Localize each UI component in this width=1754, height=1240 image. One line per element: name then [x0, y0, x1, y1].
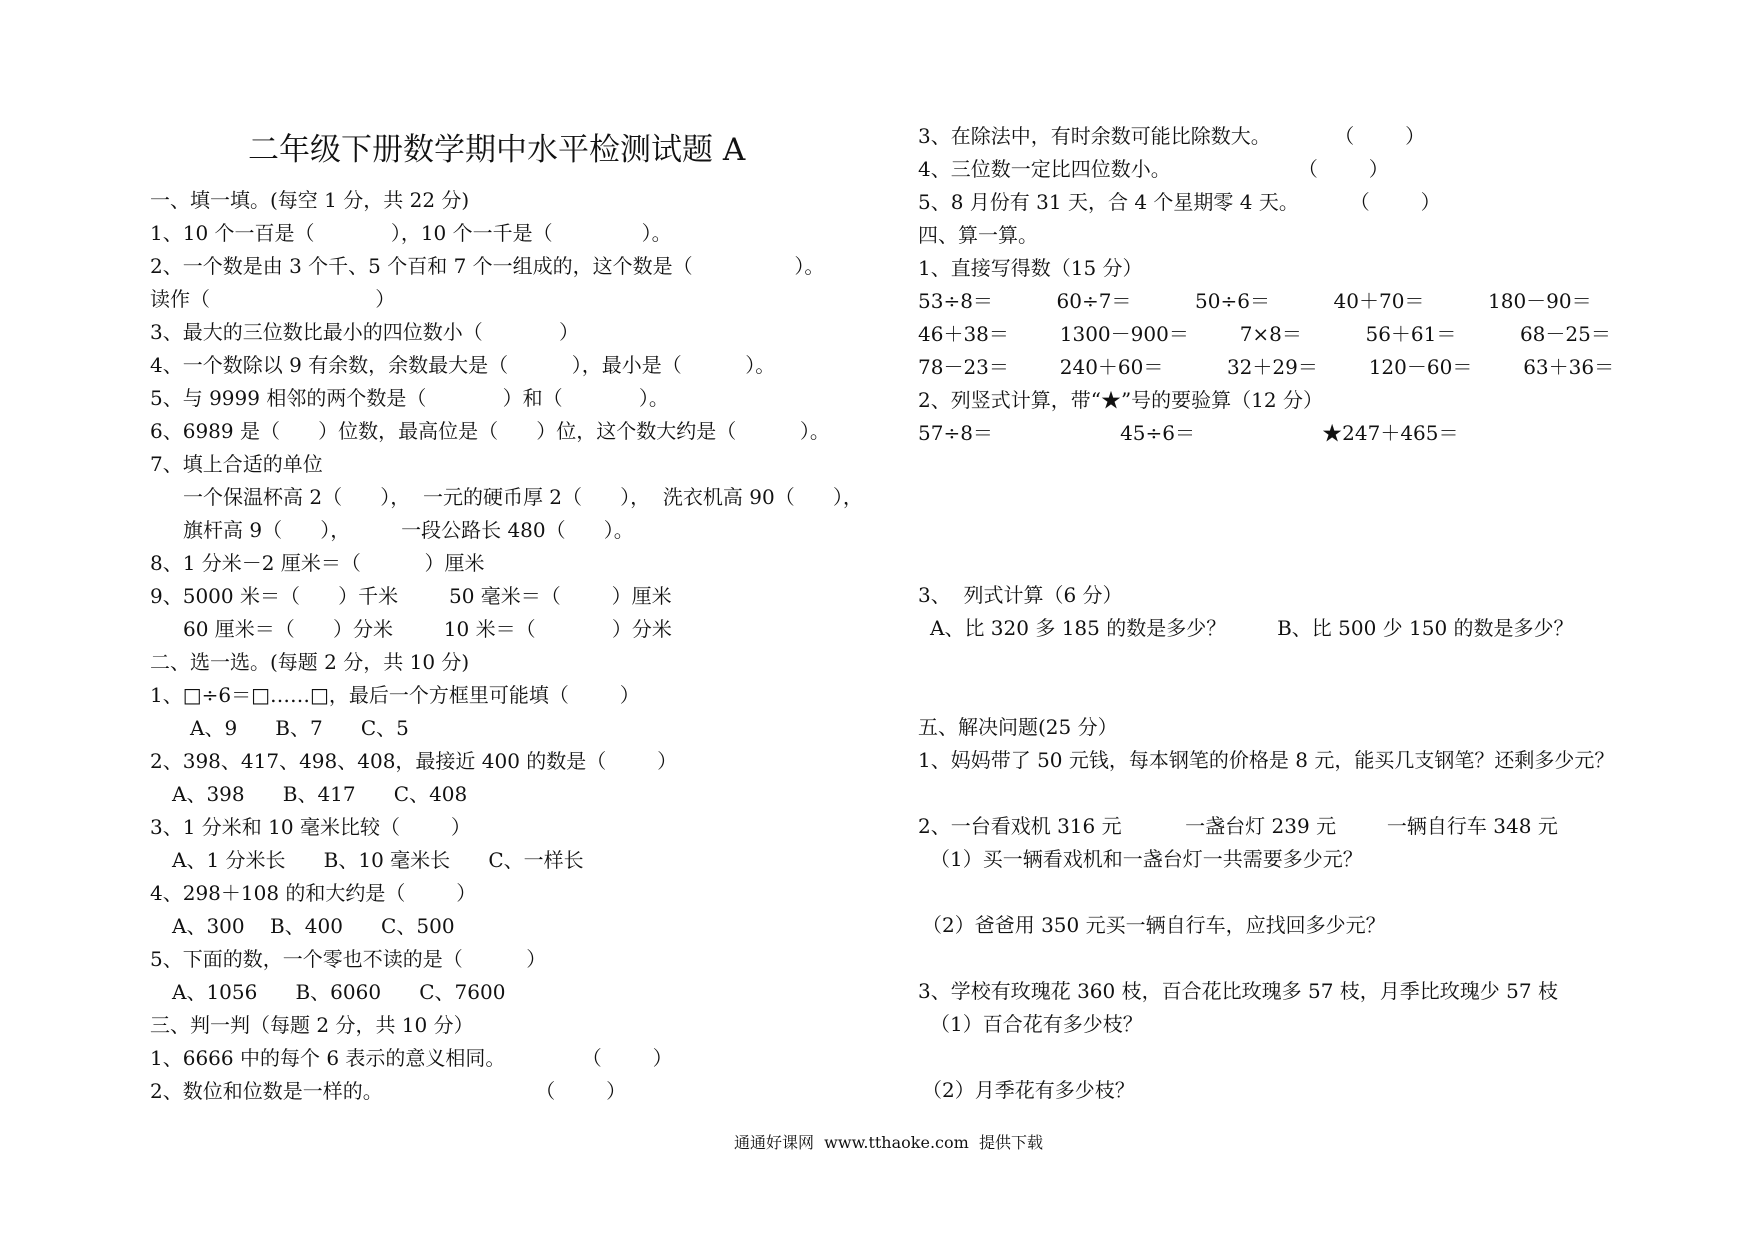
- question-2-1: 1、□÷6＝□……□，最后一个方框里可能填（ ）: [150, 683, 640, 707]
- section-4-heading: 四、算一算。: [918, 223, 1038, 247]
- section-4-part-3-heading: 3、 列式计算（6 分）: [918, 583, 1123, 607]
- mental-math-row-2: 46＋38＝ 1300－900＝ 7×8＝ 56＋61＝ 68－25＝: [918, 322, 1611, 346]
- question-2-3-options: A、1 分米长 B、10 毫米长 C、一样长: [172, 848, 584, 872]
- question-1-7-line-a: 一个保温杯高 2（ ）， 一元的硬币厚 2（ ）， 洗衣机高 90（ ），: [183, 485, 863, 509]
- question-1-4: 4、一个数除以 9 有余数，余数最大是（ ），最小是（ ）。: [150, 353, 776, 377]
- problem-5-3: 3、学校有玫瑰花 360 枝，百合花比玫瑰多 57 枝，月季比玫瑰少 57 枝: [918, 979, 1558, 1003]
- footer-source: 通通好课网 www.tthaoke.com 提供下载: [734, 1133, 1043, 1152]
- problem-5-3-part-2: （2）月季花有多少枝？: [922, 1078, 1135, 1102]
- expression-calc-row: A、比 320 多 185 的数是多少？ B、比 500 少 150 的数是多少？: [930, 616, 1574, 640]
- section-5-heading: 五、解决问题(25 分）: [918, 715, 1118, 739]
- question-3-5: 5、8 月份有 31 天，合 4 个星期零 4 天。 （ ）: [918, 190, 1441, 214]
- problem-5-2-part-1: （1）买一辆看戏机和一盏台灯一共需要多少元？: [930, 847, 1363, 871]
- section-1-heading: 一、填一填。(每空 1 分，共 22 分): [150, 188, 470, 212]
- question-1-9-line-b: 60 厘米＝（ ）分米 10 米＝（ ）分米: [183, 617, 672, 641]
- question-2-1-options: A、9 B、7 C、5: [190, 716, 409, 740]
- question-3-2: 2、数位和位数是一样的。 （ ）: [150, 1079, 627, 1103]
- question-2-4-options: A、300 B、400 C、500: [172, 914, 455, 938]
- question-2-3: 3、1 分米和 10 毫米比较（ ）: [150, 815, 471, 839]
- question-2-2: 2、398、417、498、408，最接近 400 的数是（ ）: [150, 749, 678, 773]
- question-3-3: 3、在除法中，有时余数可能比除数大。 （ ）: [918, 124, 1426, 148]
- problem-5-2: 2、一台看戏机 316 元 一盏台灯 239 元 一辆自行车 348 元: [918, 814, 1558, 838]
- question-1-3: 3、最大的三位数比最小的四位数小（ ）: [150, 320, 580, 344]
- question-1-7: 7、填上合适的单位: [150, 452, 323, 476]
- vertical-calc-row: 57÷8＝ 45÷6＝ ★247＋465＝: [918, 421, 1459, 445]
- question-2-2-options: A、398 B、417 C、408: [172, 782, 468, 806]
- question-1-9-line-a: 9、5000 米＝（ ）千米 50 毫米＝（ ）厘米: [150, 584, 672, 608]
- question-2-5: 5、下面的数，一个零也不读的是（ ）: [150, 947, 547, 971]
- mental-math-row-1: 53÷8＝ 60÷7＝ 50÷6＝ 40＋70＝ 180－90＝: [918, 289, 1592, 313]
- question-2-4: 4、298＋108 的和大约是（ ）: [150, 881, 477, 905]
- section-3-heading: 三、判一判（每题 2 分，共 10 分）: [150, 1013, 474, 1037]
- question-1-2-read: 读作（ ）: [150, 287, 396, 311]
- section-4-part-1-heading: 1、直接写得数（15 分）: [918, 256, 1143, 280]
- question-1-7-line-b: 旗杆高 9（ ）， 一段公路长 480（ ）。: [183, 518, 634, 542]
- section-2-heading: 二、选一选。(每题 2 分，共 10 分): [150, 650, 470, 674]
- question-1-2: 2、一个数是由 3 个千、5 个百和 7 个一组成的，这个数是（ ）。: [150, 254, 825, 278]
- question-2-5-options: A、1056 B、6060 C、7600: [172, 980, 506, 1004]
- question-3-1: 1、6666 中的每个 6 表示的意义相同。 （ ）: [150, 1046, 673, 1070]
- problem-5-2-part-2: （2）爸爸用 350 元买一辆自行车，应找回多少元？: [922, 913, 1386, 937]
- question-1-5: 5、与 9999 相邻的两个数是（ ）和（ ）。: [150, 386, 669, 410]
- question-1-6: 6、6989 是（ ）位数，最高位是（ ）位，这个数大约是（ ）。: [150, 419, 830, 443]
- mental-math-row-3: 78－23＝ 240＋60＝ 32＋29＝ 120－60＝ 63＋36＝: [918, 355, 1615, 379]
- problem-5-1: 1、妈妈带了 50 元钱，每本钢笔的价格是 8 元，能买几支钢笔？还剩多少元？: [918, 748, 1615, 772]
- question-3-4: 4、三位数一定比四位数小。 （ ）: [918, 157, 1389, 181]
- problem-5-3-part-1: （1）百合花有多少枝？: [930, 1012, 1143, 1036]
- section-4-part-2-heading: 2、列竖式计算，带“★”号的要验算（12 分）: [918, 388, 1323, 412]
- question-1-8: 8、1 分米－2 厘米＝（ ）厘米: [150, 551, 485, 575]
- question-1-1: 1、10 个一百是（ ），10 个一千是（ ）。: [150, 221, 672, 245]
- page-title: 二年级下册数学期中水平检测试题 A: [248, 132, 746, 168]
